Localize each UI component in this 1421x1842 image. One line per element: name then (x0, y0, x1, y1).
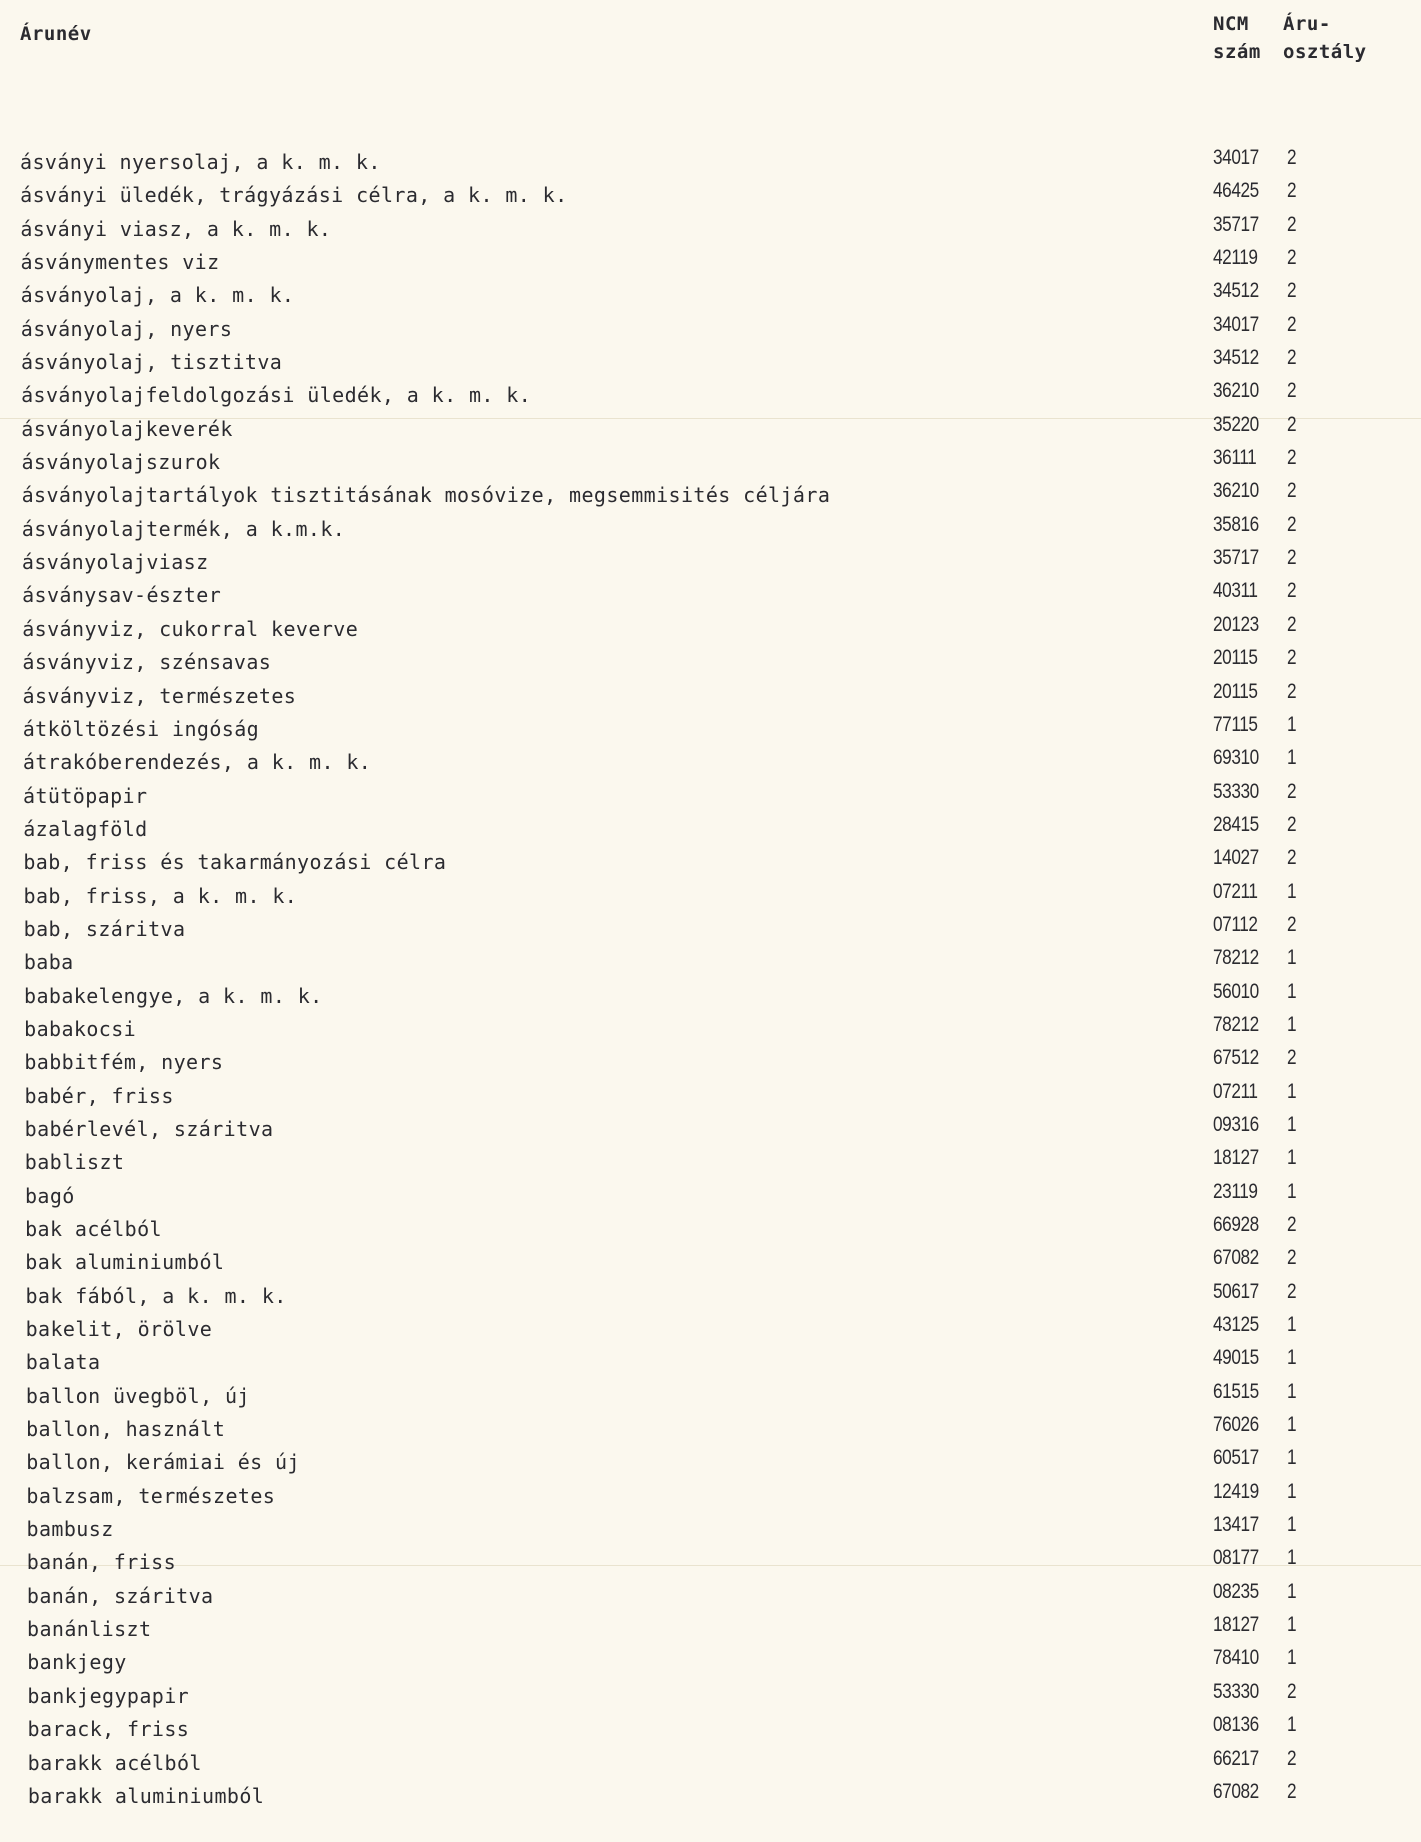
table-row (0, 846, 1421, 879)
product-class: 2 (1287, 246, 1297, 270)
product-class: 1 (1287, 1513, 1297, 1537)
product-class: 1 (1287, 1346, 1297, 1370)
column-header-class-line2: osztály (1283, 41, 1367, 63)
item-name: babérlevél, száritva (24, 1116, 274, 1141)
table-row (0, 646, 1421, 679)
product-class: 2 (1287, 646, 1297, 670)
ncm-code: 67082 (1213, 1779, 1259, 1803)
table-row (0, 880, 1421, 913)
product-class: 2 (1287, 546, 1297, 570)
table-row (0, 1546, 1421, 1579)
ncm-code: 69310 (1213, 746, 1259, 770)
table-row (0, 1213, 1421, 1246)
product-class: 2 (1287, 612, 1297, 636)
ncm-code: 34512 (1213, 346, 1259, 370)
table-row (0, 980, 1421, 1013)
ncm-code: 49015 (1213, 1346, 1259, 1370)
table-row (0, 913, 1421, 946)
table-row (0, 546, 1421, 579)
product-class: 2 (1287, 1046, 1297, 1070)
product-class: 2 (1287, 912, 1297, 936)
product-class: 2 (1287, 312, 1297, 336)
ncm-code: 53330 (1213, 779, 1259, 803)
table-row (0, 780, 1421, 813)
ncm-code: 50617 (1213, 1279, 1259, 1303)
item-name: ásványolajtartályok tisztitásának mosóvize, megsemmisités céljára (21, 483, 831, 508)
item-name: balata (25, 1350, 101, 1375)
table-row (0, 1380, 1421, 1413)
ncm-code: 43125 (1213, 1313, 1259, 1337)
ncm-code: 07211 (1213, 879, 1258, 903)
table-row (0, 413, 1421, 446)
table-row (0, 1013, 1421, 1046)
item-name: babakelengye, a k. m. k. (24, 983, 323, 1008)
product-class: 1 (1287, 1146, 1297, 1170)
ncm-code: 67512 (1213, 1046, 1259, 1070)
ncm-code: 20115 (1213, 646, 1258, 670)
product-class: 2 (1287, 1279, 1297, 1303)
table-row (0, 213, 1421, 246)
ncm-code: 12419 (1213, 1479, 1259, 1503)
ncm-code: 35717 (1213, 546, 1259, 570)
product-class: 2 (1287, 1746, 1297, 1770)
item-name: ásványolajkeverék (21, 416, 233, 441)
product-class: 1 (1287, 1613, 1297, 1637)
table-row (0, 246, 1421, 279)
item-name: bankjegy (27, 1650, 127, 1675)
product-class: 2 (1287, 812, 1297, 836)
product-class: 1 (1287, 979, 1297, 1003)
ncm-code: 66217 (1213, 1746, 1259, 1770)
item-name: ballon üvegböl, új (25, 1383, 250, 1408)
ncm-code: 56010 (1213, 979, 1259, 1003)
table-row (0, 1747, 1421, 1780)
column-header-ncm (1213, 10, 1261, 66)
item-name: bab, friss, a k. m. k. (23, 883, 298, 908)
table-row (0, 446, 1421, 479)
product-class: 2 (1287, 179, 1297, 203)
item-name: ásványviz, természetes (22, 683, 297, 708)
ncm-code: 67082 (1213, 1246, 1259, 1270)
item-name: bab, friss és takarmányozási célra (23, 850, 447, 875)
product-class: 1 (1287, 1112, 1297, 1136)
table-row (0, 179, 1421, 212)
product-class: 1 (1287, 1579, 1297, 1603)
product-class: 1 (1287, 1646, 1297, 1670)
product-class: 2 (1287, 679, 1297, 703)
product-class: 2 (1287, 346, 1297, 370)
column-header-ncm-line1: NCM (1213, 13, 1249, 35)
ncm-code: 36210 (1213, 479, 1259, 503)
product-class: 1 (1287, 879, 1297, 903)
product-class: 2 (1287, 212, 1297, 236)
item-name: barakk acélból (27, 1750, 202, 1775)
product-class: 1 (1287, 1413, 1297, 1437)
ncm-code: 23119 (1213, 1179, 1258, 1203)
ncm-code: 36111 (1213, 446, 1257, 470)
column-header-name: Árunév (20, 23, 92, 45)
ncm-code: 20123 (1213, 612, 1259, 636)
item-name: barack, friss (27, 1717, 190, 1742)
ncm-code: 07112 (1213, 912, 1258, 936)
ncm-code: 40311 (1213, 579, 1258, 603)
product-class: 2 (1287, 846, 1297, 870)
table-row (0, 680, 1421, 713)
product-class: 2 (1287, 1246, 1297, 1270)
item-name: átköltözési ingóság (22, 716, 260, 741)
item-name: banán, száritva (26, 1583, 214, 1608)
ncm-code: 34017 (1213, 312, 1259, 336)
table-row (0, 313, 1421, 346)
product-class: 1 (1287, 1012, 1297, 1036)
product-class: 2 (1287, 512, 1297, 536)
product-class: 1 (1287, 1713, 1297, 1737)
table-row (0, 1246, 1421, 1279)
item-name: bankjegypapir (27, 1683, 190, 1708)
item-name: ázalagföld (23, 816, 148, 841)
table-row (0, 746, 1421, 779)
product-class: 2 (1287, 479, 1297, 503)
item-name: ásványolaj, a k. m. k. (20, 283, 295, 308)
table-row (0, 279, 1421, 312)
table-row (0, 613, 1421, 646)
item-name: bakelit, örölve (25, 1317, 213, 1342)
item-name: bak aluminiumból (25, 1250, 225, 1275)
item-name: ásványi üledék, trágyázási célra, a k. m. k. (20, 183, 568, 208)
table-row (0, 1313, 1421, 1346)
table-row (0, 1180, 1421, 1213)
table-row (0, 1646, 1421, 1679)
item-name: banánliszt (27, 1617, 152, 1642)
product-class: 1 (1287, 946, 1297, 970)
item-name: ásványi viasz, a k. m. k. (20, 216, 332, 241)
item-name: bagó (24, 1183, 75, 1208)
table-row (0, 1046, 1421, 1079)
item-name: ásványviz, szénsavas (22, 650, 272, 675)
ncm-code: 08136 (1213, 1713, 1259, 1737)
column-header-ncm-line2: szám (1213, 41, 1261, 63)
table-row (0, 1113, 1421, 1146)
table-row (0, 579, 1421, 612)
product-class: 1 (1287, 1079, 1297, 1103)
table-row (0, 1613, 1421, 1646)
ncm-code: 28415 (1213, 812, 1259, 836)
product-class: 2 (1287, 779, 1297, 803)
product-class: 1 (1287, 1479, 1297, 1503)
ncm-code: 08235 (1213, 1579, 1259, 1603)
ncm-code: 13417 (1213, 1513, 1259, 1537)
table-row (0, 346, 1421, 379)
product-class: 1 (1287, 712, 1297, 736)
ncm-code: 61515 (1213, 1379, 1259, 1403)
table-row (0, 146, 1421, 179)
table-row (0, 379, 1421, 412)
table-row (0, 813, 1421, 846)
ncm-code: 34512 (1213, 279, 1259, 303)
product-class: 1 (1287, 1179, 1297, 1203)
item-name: barakk aluminiumból (27, 1783, 265, 1808)
ncm-code: 60517 (1213, 1446, 1259, 1470)
ncm-code: 78212 (1213, 1012, 1259, 1036)
table-row (0, 1480, 1421, 1513)
product-class: 2 (1287, 1779, 1297, 1803)
ncm-code: 34017 (1213, 146, 1259, 169)
table-row (0, 1446, 1421, 1479)
ncm-code: 78212 (1213, 946, 1259, 970)
item-name: ásványolajtermék, a k.m.k. (21, 516, 346, 541)
product-class: 1 (1287, 1379, 1297, 1403)
item-name: ballon, kerámiai és új (26, 1450, 300, 1475)
column-header-class-line1: Áru- (1283, 13, 1331, 35)
product-class: 2 (1287, 579, 1297, 603)
item-name: babliszt (24, 1150, 125, 1175)
ncm-code: 53330 (1213, 1679, 1259, 1703)
product-class: 1 (1287, 1446, 1297, 1470)
table-row (0, 479, 1421, 512)
item-name: ásványolaj, nyers (20, 316, 233, 341)
table-row (0, 946, 1421, 979)
item-name: ásványolajfeldolgozási üledék, a k. m. k. (21, 383, 532, 408)
item-name: átütöpapir (23, 783, 148, 808)
table-row (0, 513, 1421, 546)
item-list (0, 146, 1421, 1813)
ncm-code: 42119 (1213, 246, 1258, 270)
item-name: ásványolaj, tisztitva (20, 350, 283, 375)
product-class: 2 (1287, 146, 1297, 169)
table-row (0, 1680, 1421, 1713)
ncm-code: 18127 (1213, 1613, 1259, 1637)
product-class: 2 (1287, 1213, 1297, 1236)
item-name: bab, száritva (23, 916, 186, 941)
item-name: ásványi nyersolaj, a k. m. k. (20, 150, 381, 174)
table-row (0, 1080, 1421, 1113)
ncm-code: 35220 (1213, 412, 1259, 436)
ncm-code: 76026 (1213, 1413, 1259, 1437)
table-row (0, 1513, 1421, 1546)
ncm-code: 20115 (1213, 679, 1258, 703)
item-name: baba (23, 950, 74, 975)
ncm-code: 46425 (1213, 179, 1259, 203)
item-name: banán, friss (26, 1550, 177, 1575)
product-class: 1 (1287, 1313, 1297, 1337)
ncm-code: 09316 (1213, 1112, 1259, 1136)
product-class: 2 (1287, 1679, 1297, 1703)
item-name: balzsam, természetes (26, 1483, 276, 1508)
product-class: 2 (1287, 279, 1297, 303)
ncm-code: 36210 (1213, 379, 1259, 403)
table-row (0, 713, 1421, 746)
ncm-code: 35717 (1213, 212, 1259, 236)
item-name: ásványmentes viz (20, 250, 220, 275)
product-class: 2 (1287, 412, 1297, 436)
table-row (0, 1413, 1421, 1446)
table-row (0, 1346, 1421, 1379)
item-name: ballon, használt (26, 1417, 226, 1442)
item-name: ásványsav-észter (22, 583, 222, 608)
item-name: ásványviz, cukorral keverve (22, 616, 359, 641)
item-name: babér, friss (24, 1083, 174, 1108)
ncm-code: 07211 (1213, 1079, 1258, 1103)
ncm-code: 66928 (1213, 1213, 1259, 1236)
ncm-code: 14027 (1213, 846, 1259, 870)
ncm-code: 08177 (1213, 1546, 1259, 1570)
item-name: ásványolajszurok (21, 450, 221, 475)
product-class: 1 (1287, 746, 1297, 770)
ncm-code: 77115 (1213, 712, 1258, 736)
ncm-code: 35816 (1213, 512, 1259, 536)
item-name: bak fából, a k. m. k. (25, 1283, 287, 1308)
product-class: 2 (1287, 446, 1297, 470)
table-row (0, 1146, 1421, 1179)
item-name: ásványolajviasz (21, 550, 209, 575)
column-header-class (1283, 10, 1367, 66)
item-name: babakocsi (24, 1016, 137, 1041)
item-name: átrakóberendezés, a k. m. k. (22, 750, 372, 775)
item-name: bak acélból (25, 1217, 162, 1241)
product-class: 1 (1287, 1546, 1297, 1570)
item-name: bambusz (26, 1517, 114, 1542)
product-class: 2 (1287, 379, 1297, 403)
table-row (0, 1580, 1421, 1613)
table-row (0, 1780, 1421, 1813)
table-row (0, 1713, 1421, 1746)
ncm-code: 18127 (1213, 1146, 1259, 1170)
item-name: babbitfém, nyers (24, 1050, 224, 1075)
table-row (0, 1280, 1421, 1313)
ncm-code: 78410 (1213, 1646, 1259, 1670)
